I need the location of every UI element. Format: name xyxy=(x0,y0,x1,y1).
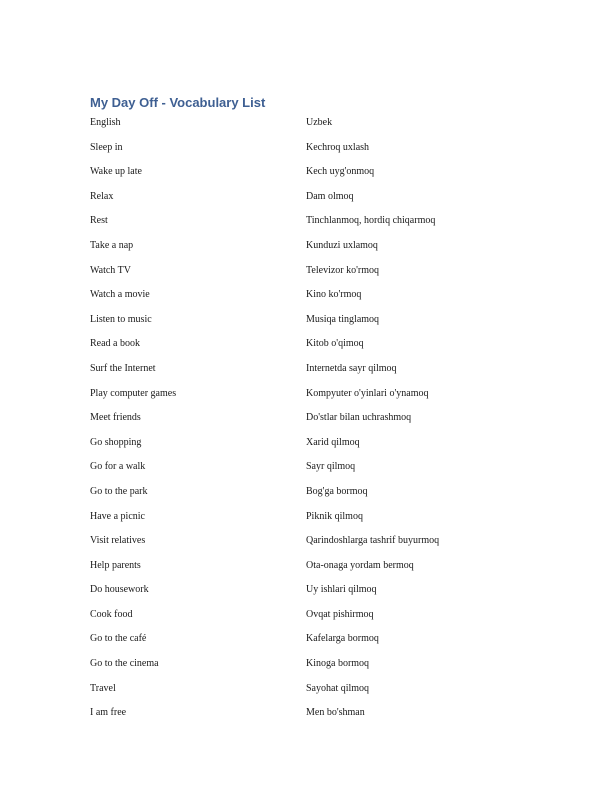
table-header-row xyxy=(90,114,530,139)
table-row xyxy=(90,385,530,410)
uzbek-term: Men bo'shman xyxy=(306,707,365,719)
english-term: Go to the park xyxy=(90,485,148,497)
uzbek-term: Sayohat qilmoq xyxy=(306,682,370,694)
vocabulary-table xyxy=(90,114,530,729)
english-term: Do housework xyxy=(90,584,149,596)
english-term: Rest xyxy=(90,215,108,227)
uzbek-term: Do'stlar bilan uchrashmoq xyxy=(306,412,412,424)
table-row xyxy=(90,557,530,582)
table-row xyxy=(90,704,530,729)
uzbek-term: Musiqa tinglamoq xyxy=(306,313,380,325)
english-term: Watch TV xyxy=(90,264,131,276)
table-row xyxy=(90,483,530,508)
english-term: Watch a movie xyxy=(90,289,150,301)
table-row xyxy=(90,311,530,336)
english-term: Relax xyxy=(90,190,114,202)
uzbek-term: Dam olmoq xyxy=(306,190,354,202)
uzbek-term: Piknik qilmoq xyxy=(306,510,363,522)
english-term: Have a picnic xyxy=(90,510,145,522)
english-term: Listen to music xyxy=(90,313,152,325)
table-row xyxy=(90,458,530,483)
uzbek-term: Internetda sayr qilmoq xyxy=(306,362,397,374)
table-row xyxy=(90,409,530,434)
table-row xyxy=(90,508,530,533)
english-term: Visit relatives xyxy=(90,535,146,547)
uzbek-term: Bog'ga bormoq xyxy=(306,485,368,497)
table-row xyxy=(90,606,530,631)
uzbek-term: Ovqat pishirmoq xyxy=(306,608,374,620)
table-row xyxy=(90,163,530,188)
table-row xyxy=(90,434,530,459)
uzbek-term: Televizor ko'rmoq xyxy=(306,264,380,276)
table-row xyxy=(90,655,530,680)
uzbek-term: Uy ishlari qilmoq xyxy=(306,584,377,596)
english-term: Play computer games xyxy=(90,387,177,399)
uzbek-term: Kino ko'rmoq xyxy=(306,289,362,301)
english-term: I am free xyxy=(90,707,127,719)
column-header-uzbek: Uzbek xyxy=(306,117,333,128)
english-term: Help parents xyxy=(90,559,141,571)
uzbek-term: Qarindoshlarga tashrif buyurmoq xyxy=(306,535,440,547)
document-title: My Day Off - Vocabulary List xyxy=(90,95,266,110)
uzbek-term: Kechroq uxlash xyxy=(306,141,370,153)
english-term: Go to the café xyxy=(90,633,147,645)
uzbek-term: Tinchlanmoq, hordiq chiqarmoq xyxy=(306,215,436,227)
uzbek-term: Kitob o'qimoq xyxy=(306,338,364,350)
column-header-english: English xyxy=(90,117,121,128)
english-term: Travel xyxy=(90,682,116,694)
english-term: Meet friends xyxy=(90,412,141,424)
uzbek-term: Kunduzi uxlamoq xyxy=(306,239,378,251)
english-term: Go for a walk xyxy=(90,461,146,473)
table-row xyxy=(90,237,530,262)
english-term: Go to the cinema xyxy=(90,658,159,670)
table-row xyxy=(90,532,530,557)
table-row xyxy=(90,630,530,655)
english-term: Surf the Internet xyxy=(90,362,156,374)
table-row xyxy=(90,360,530,385)
english-term: Read a book xyxy=(90,338,140,350)
english-term: Cook food xyxy=(90,608,133,620)
table-row xyxy=(90,212,530,237)
uzbek-term: Kinoga bormoq xyxy=(306,658,370,670)
uzbek-term: Ota-onaga yordam bermoq xyxy=(306,559,414,571)
table-row xyxy=(90,286,530,311)
table-row xyxy=(90,581,530,606)
uzbek-term: Sayr qilmoq xyxy=(306,461,356,473)
table-row xyxy=(90,680,530,705)
uzbek-term: Kafelarga bormoq xyxy=(306,633,379,645)
table-row xyxy=(90,139,530,164)
uzbek-term: Kech uyg'onmoq xyxy=(306,166,375,178)
table-row xyxy=(90,188,530,213)
table-row xyxy=(90,335,530,360)
uzbek-term: Kompyuter o'yinlari o'ynamoq xyxy=(306,387,429,399)
table-row xyxy=(90,262,530,287)
english-term: Wake up late xyxy=(90,166,142,178)
uzbek-term: Xarid qilmoq xyxy=(306,436,360,448)
english-term: Take a nap xyxy=(90,239,134,251)
english-term: Go shopping xyxy=(90,436,142,448)
english-term: Sleep in xyxy=(90,141,123,153)
